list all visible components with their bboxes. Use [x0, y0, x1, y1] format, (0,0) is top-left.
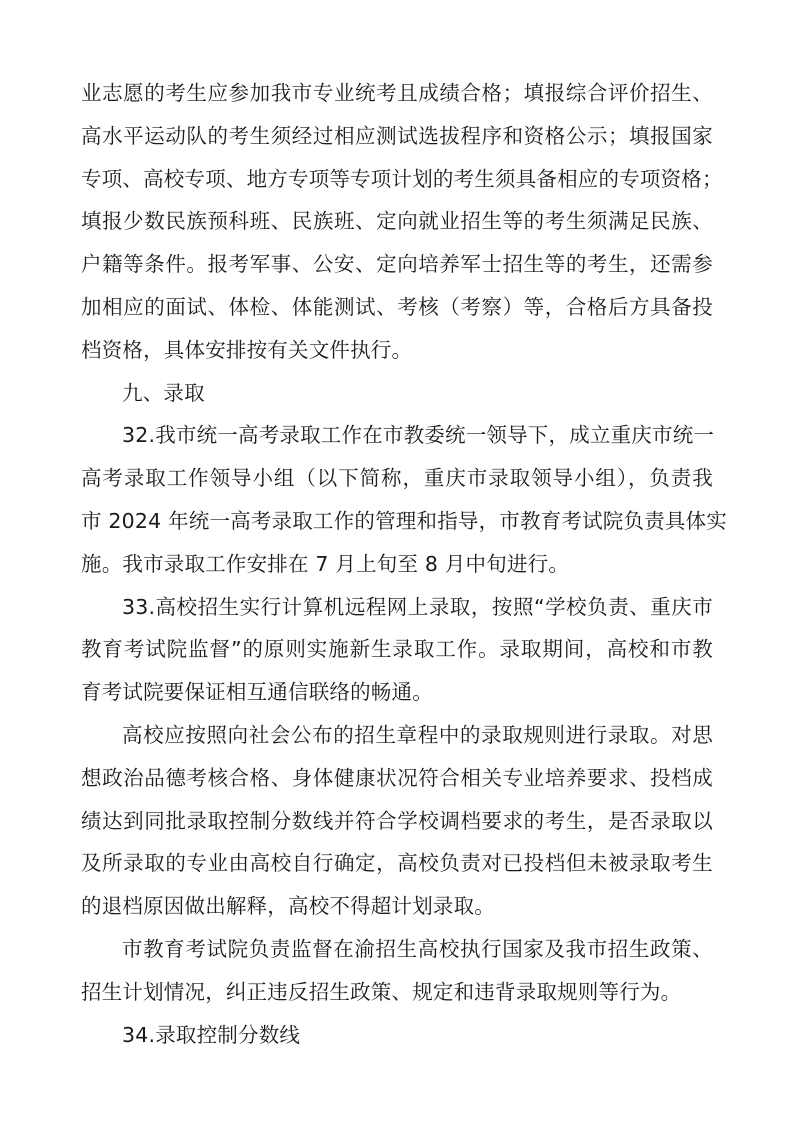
- paragraph-33: [81, 586, 713, 714]
- text-line: 绩达到同批录取控制分数线并符合学校调档要求的考生，是否录取以: [81, 808, 713, 833]
- text-line: 招生计划情况，纠正违反招生政策、规定和违背录取规则等行为。: [81, 979, 682, 1004]
- paragraph-eligibility: [81, 72, 723, 372]
- text-line: 高水平运动队的考生须经过相应测试选拔程序和资格公示；填报国家: [81, 123, 713, 148]
- text-line: 教育考试院监督”的原则实施新生录取工作。录取期间，高校和市教: [81, 637, 713, 662]
- paragraph-supervision: [81, 928, 713, 1014]
- text-line: 专项、高校专项、地方专项等专项计划的考生须具备相应的专项资格；: [81, 166, 723, 191]
- text-line: 填报少数民族预科班、民族班、定向就业招生等的考生须满足民族、: [81, 209, 713, 234]
- paragraph-34-heading: [81, 1014, 713, 1057]
- text-line: 的退档原因做出解释，高校不得超计划录取。: [81, 894, 495, 919]
- paragraph-32: [81, 414, 728, 585]
- text-line: 想政治品德考核合格、身体健康状况符合相关专业培养要求、投档成: [81, 765, 713, 790]
- text-line: 33.高校招生实行计算机远程网上录取，按照“学校负责、重庆市: [122, 594, 713, 619]
- text-line: 加相应的面试、体检、体能测试、考核（考察）等，合格后方具备投: [81, 294, 713, 319]
- text-line: 育考试院要保证相互通信联络的畅通。: [81, 680, 433, 705]
- text-line: 市教育考试院负责监督在渝招生高校执行国家及我市招生政策、: [122, 936, 713, 961]
- section-heading-admission: [81, 372, 713, 415]
- text-line: 档资格，具体安排按有关文件执行。: [81, 337, 413, 362]
- text-line: 市 2024 年统一高考录取工作的管理和指导，市教育考试院负责具体实: [81, 508, 728, 533]
- paragraph-admission-rules: [81, 714, 713, 928]
- text-line: 高校应按照向社会公布的招生章程中的录取规则进行录取。对思: [122, 722, 713, 747]
- text-line: 及所录取的专业由高校自行确定，高校负责对已投档但未被录取考生: [81, 851, 713, 876]
- section-title: 九、录取: [122, 380, 205, 405]
- text-line: 业志愿的考生应参加我市专业统考且成绩合格；填报综合评价招生、: [81, 81, 713, 105]
- text-line: 32.我市统一高考录取工作在市教委统一领导下，成立重庆市统一: [122, 423, 715, 448]
- text-line: 施。我市录取工作安排在 7 月上旬至 8 月中旬进行。: [81, 551, 570, 576]
- text-line: 34.录取控制分数线: [122, 1022, 301, 1047]
- text-line: 户籍等条件。报考军事、公安、定向培养军士招生等的考生，还需参: [81, 252, 713, 277]
- document-page: [81, 72, 728, 1056]
- text-line: 高考录取工作领导小组（以下简称，重庆市录取领导小组），负责我: [81, 466, 713, 491]
